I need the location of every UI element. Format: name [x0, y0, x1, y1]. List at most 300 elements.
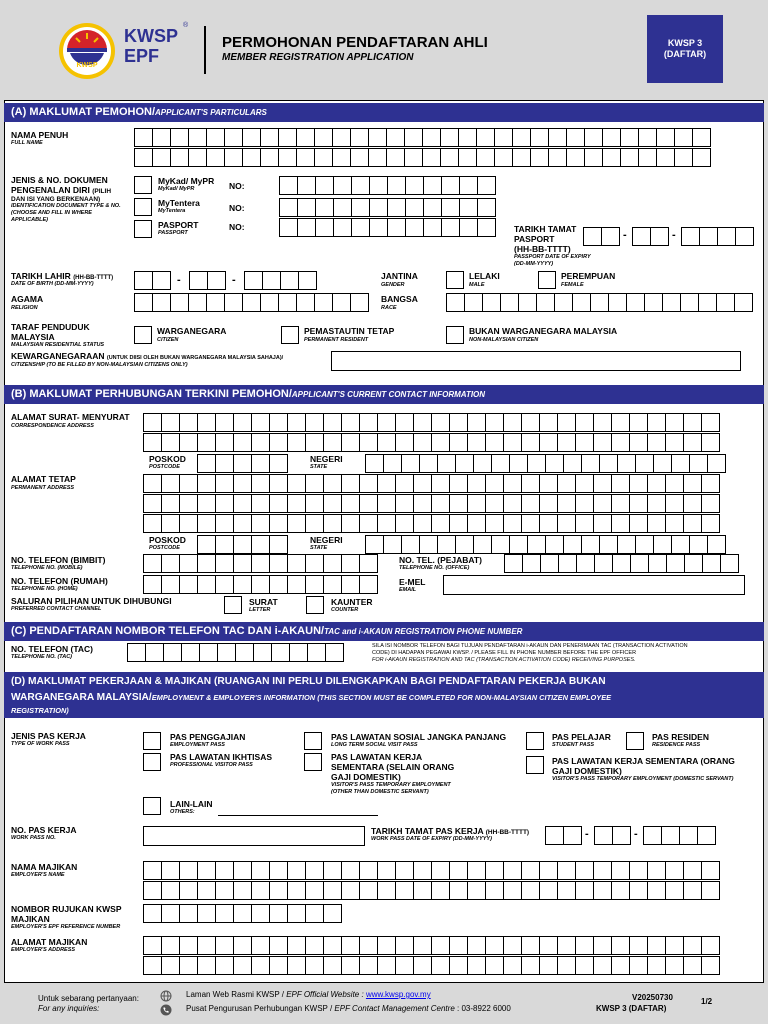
input-cell[interactable] — [395, 956, 414, 975]
input-cell[interactable] — [671, 535, 690, 554]
input-cell[interactable] — [644, 293, 663, 312]
input-cell[interactable] — [233, 554, 252, 573]
input-cell[interactable] — [215, 881, 234, 900]
input-cell[interactable] — [617, 535, 636, 554]
input-cell[interactable] — [431, 413, 450, 432]
input-cell[interactable] — [441, 176, 460, 195]
input-cell[interactable] — [287, 554, 306, 573]
input-cell[interactable] — [134, 271, 153, 290]
input-cell[interactable] — [341, 554, 360, 573]
input-cell[interactable] — [215, 474, 234, 493]
input-cell[interactable] — [683, 881, 702, 900]
alamat-majikan-grid-1[interactable] — [143, 936, 719, 955]
input-cell[interactable] — [413, 413, 432, 432]
mytentera-checkbox[interactable] — [134, 198, 152, 216]
input-cell[interactable] — [674, 148, 693, 167]
input-cell[interactable] — [611, 881, 630, 900]
input-cell[interactable] — [161, 554, 180, 573]
input-cell[interactable] — [611, 494, 630, 513]
input-cell[interactable] — [152, 128, 171, 147]
input-cell[interactable] — [323, 474, 342, 493]
input-cell[interactable] — [539, 433, 558, 452]
lahir-dd[interactable] — [134, 271, 170, 290]
input-cell[interactable] — [287, 861, 306, 880]
input-cell[interactable] — [485, 433, 504, 452]
input-cell[interactable] — [287, 936, 306, 955]
negeri-grid[interactable] — [365, 454, 725, 473]
input-cell[interactable] — [395, 881, 414, 900]
input-cell[interactable] — [431, 433, 450, 452]
nama-grid-2[interactable] — [134, 148, 710, 167]
input-cell[interactable] — [477, 198, 496, 217]
input-cell[interactable] — [521, 956, 540, 975]
input-cell[interactable] — [278, 128, 297, 147]
input-cell[interactable] — [377, 861, 396, 880]
input-cell[interactable] — [206, 148, 225, 167]
input-cell[interactable] — [683, 861, 702, 880]
input-cell[interactable] — [233, 575, 252, 594]
input-cell[interactable] — [485, 514, 504, 533]
input-cell[interactable] — [351, 176, 370, 195]
input-cell[interactable] — [503, 956, 522, 975]
input-cell[interactable] — [413, 936, 432, 955]
warganegara-checkbox[interactable] — [134, 326, 152, 344]
input-cell[interactable] — [287, 881, 306, 900]
input-cell[interactable] — [233, 494, 252, 513]
input-cell[interactable] — [647, 861, 666, 880]
input-cell[interactable] — [701, 474, 720, 493]
input-cell[interactable] — [557, 881, 576, 900]
input-cell[interactable] — [359, 554, 378, 573]
input-cell[interactable] — [413, 474, 432, 493]
input-cell[interactable] — [323, 904, 342, 923]
input-cell[interactable] — [593, 936, 612, 955]
input-cell[interactable] — [197, 881, 216, 900]
input-cell[interactable] — [575, 413, 594, 432]
input-cell[interactable] — [611, 474, 630, 493]
input-cell[interactable] — [449, 936, 468, 955]
input-cell[interactable] — [413, 861, 432, 880]
input-cell[interactable] — [359, 936, 378, 955]
input-cell[interactable] — [368, 128, 387, 147]
input-cell[interactable] — [199, 643, 218, 662]
poskod-grid[interactable] — [197, 454, 287, 473]
input-cell[interactable] — [269, 413, 288, 432]
input-cell[interactable] — [431, 474, 450, 493]
input-cell[interactable] — [197, 514, 216, 533]
input-cell[interactable] — [152, 148, 171, 167]
input-cell[interactable] — [350, 148, 369, 167]
input-cell[interactable] — [296, 128, 315, 147]
input-cell[interactable] — [341, 861, 360, 880]
input-cell[interactable] — [701, 861, 720, 880]
input-cell[interactable] — [305, 904, 324, 923]
input-cell[interactable] — [449, 413, 468, 432]
input-cell[interactable] — [305, 433, 324, 452]
input-cell[interactable] — [305, 413, 324, 432]
input-cell[interactable] — [333, 198, 352, 217]
input-cell[interactable] — [557, 433, 576, 452]
input-cell[interactable] — [143, 575, 162, 594]
input-cell[interactable] — [161, 881, 180, 900]
input-cell[interactable] — [590, 293, 609, 312]
input-cell[interactable] — [503, 936, 522, 955]
input-cell[interactable] — [593, 956, 612, 975]
input-cell[interactable] — [197, 454, 216, 473]
alamat-tetap-grid-1[interactable] — [143, 474, 719, 493]
input-cell[interactable] — [540, 554, 559, 573]
input-cell[interactable] — [449, 881, 468, 900]
input-cell[interactable] — [611, 956, 630, 975]
input-cell[interactable] — [683, 413, 702, 432]
input-cell[interactable] — [698, 293, 717, 312]
input-cell[interactable] — [271, 643, 290, 662]
nama-majikan-grid-2[interactable] — [143, 881, 719, 900]
input-cell[interactable] — [143, 413, 162, 432]
input-cell[interactable] — [684, 554, 703, 573]
input-cell[interactable] — [635, 535, 654, 554]
input-cell[interactable] — [643, 826, 662, 845]
input-cell[interactable] — [656, 128, 675, 147]
input-cell[interactable] — [563, 454, 582, 473]
input-cell[interactable] — [305, 956, 324, 975]
poskod-tetap-grid[interactable] — [197, 535, 287, 554]
input-cell[interactable] — [188, 293, 207, 312]
input-cell[interactable] — [494, 148, 513, 167]
input-cell[interactable] — [431, 956, 450, 975]
mytentera-no-grid[interactable] — [279, 198, 495, 217]
input-cell[interactable] — [557, 494, 576, 513]
input-cell[interactable] — [395, 474, 414, 493]
input-cell[interactable] — [179, 881, 198, 900]
input-cell[interactable] — [251, 474, 270, 493]
input-cell[interactable] — [635, 454, 654, 473]
input-cell[interactable] — [269, 514, 288, 533]
input-cell[interactable] — [163, 643, 182, 662]
input-cell[interactable] — [594, 826, 613, 845]
input-cell[interactable] — [404, 128, 423, 147]
input-cell[interactable] — [413, 514, 432, 533]
input-cell[interactable] — [512, 148, 531, 167]
input-cell[interactable] — [653, 454, 672, 473]
input-cell[interactable] — [626, 293, 645, 312]
input-cell[interactable] — [689, 535, 708, 554]
input-cell[interactable] — [315, 198, 334, 217]
input-cell[interactable] — [287, 575, 306, 594]
pas-ikhtisas-checkbox[interactable] — [143, 753, 161, 771]
input-cell[interactable] — [323, 514, 342, 533]
input-cell[interactable] — [650, 227, 669, 246]
input-cell[interactable] — [680, 293, 699, 312]
input-cell[interactable] — [666, 554, 685, 573]
input-cell[interactable] — [702, 554, 721, 573]
input-cell[interactable] — [521, 494, 540, 513]
input-cell[interactable] — [522, 554, 541, 573]
input-cell[interactable] — [485, 861, 504, 880]
input-cell[interactable] — [527, 535, 546, 554]
input-cell[interactable] — [459, 198, 478, 217]
alamat-tetap-grid-3[interactable] — [143, 514, 719, 533]
input-cell[interactable] — [305, 514, 324, 533]
input-cell[interactable] — [215, 454, 234, 473]
input-cell[interactable] — [692, 128, 711, 147]
input-cell[interactable] — [260, 293, 279, 312]
input-cell[interactable] — [251, 454, 270, 473]
input-cell[interactable] — [665, 413, 684, 432]
input-cell[interactable] — [548, 148, 567, 167]
input-cell[interactable] — [197, 904, 216, 923]
input-cell[interactable] — [323, 881, 342, 900]
input-cell[interactable] — [647, 433, 666, 452]
input-cell[interactable] — [539, 514, 558, 533]
bukan-warganegara-checkbox[interactable] — [446, 326, 464, 344]
input-cell[interactable] — [197, 554, 216, 573]
input-cell[interactable] — [323, 433, 342, 452]
tamat-pas-mm[interactable] — [594, 826, 630, 845]
lelaki-checkbox[interactable] — [446, 271, 464, 289]
input-cell[interactable] — [665, 861, 684, 880]
input-cell[interactable] — [332, 148, 351, 167]
input-cell[interactable] — [143, 881, 162, 900]
input-cell[interactable] — [170, 148, 189, 167]
pas-domestik-checkbox[interactable] — [526, 756, 544, 774]
input-cell[interactable] — [583, 227, 602, 246]
input-cell[interactable] — [581, 535, 600, 554]
input-cell[interactable] — [467, 861, 486, 880]
input-cell[interactable] — [152, 293, 171, 312]
input-cell[interactable] — [575, 881, 594, 900]
input-cell[interactable] — [143, 936, 162, 955]
input-cell[interactable] — [683, 514, 702, 533]
input-cell[interactable] — [197, 861, 216, 880]
input-cell[interactable] — [145, 643, 164, 662]
input-cell[interactable] — [431, 861, 450, 880]
input-cell[interactable] — [197, 936, 216, 955]
input-cell[interactable] — [369, 218, 388, 237]
input-cell[interactable] — [387, 218, 406, 237]
input-cell[interactable] — [242, 293, 261, 312]
kewarganegaraan-input[interactable] — [331, 351, 741, 371]
input-cell[interactable] — [377, 514, 396, 533]
agama-grid[interactable] — [134, 293, 368, 312]
input-cell[interactable] — [503, 494, 522, 513]
input-cell[interactable] — [437, 535, 456, 554]
input-cell[interactable] — [467, 494, 486, 513]
pas-penggajian-checkbox[interactable] — [143, 732, 161, 750]
input-cell[interactable] — [539, 474, 558, 493]
input-cell[interactable] — [717, 227, 736, 246]
input-cell[interactable] — [629, 861, 648, 880]
input-cell[interactable] — [612, 554, 631, 573]
input-cell[interactable] — [679, 826, 698, 845]
input-cell[interactable] — [539, 936, 558, 955]
input-cell[interactable] — [665, 956, 684, 975]
input-cell[interactable] — [233, 474, 252, 493]
input-cell[interactable] — [575, 514, 594, 533]
input-cell[interactable] — [251, 413, 270, 432]
input-cell[interactable] — [674, 128, 693, 147]
pas-residen-checkbox[interactable] — [626, 732, 644, 750]
input-cell[interactable] — [305, 881, 324, 900]
input-cell[interactable] — [143, 494, 162, 513]
input-cell[interactable] — [395, 514, 414, 533]
input-cell[interactable] — [161, 904, 180, 923]
input-cell[interactable] — [455, 535, 474, 554]
input-cell[interactable] — [341, 956, 360, 975]
input-cell[interactable] — [572, 293, 591, 312]
input-cell[interactable] — [512, 128, 531, 147]
input-cell[interactable] — [441, 198, 460, 217]
input-cell[interactable] — [545, 454, 564, 473]
input-cell[interactable] — [536, 293, 555, 312]
input-cell[interactable] — [269, 535, 288, 554]
input-cell[interactable] — [143, 433, 162, 452]
input-cell[interactable] — [632, 227, 651, 246]
input-cell[interactable] — [233, 956, 252, 975]
input-cell[interactable] — [297, 218, 316, 237]
input-cell[interactable] — [665, 494, 684, 513]
input-cell[interactable] — [179, 936, 198, 955]
input-cell[interactable] — [143, 474, 162, 493]
input-cell[interactable] — [584, 148, 603, 167]
pemastautin-checkbox[interactable] — [281, 326, 299, 344]
input-cell[interactable] — [224, 128, 243, 147]
input-cell[interactable] — [449, 514, 468, 533]
input-cell[interactable] — [377, 936, 396, 955]
lahir-mm[interactable] — [189, 271, 225, 290]
input-cell[interactable] — [440, 148, 459, 167]
input-cell[interactable] — [134, 148, 153, 167]
input-cell[interactable] — [620, 128, 639, 147]
input-cell[interactable] — [251, 956, 270, 975]
input-cell[interactable] — [359, 575, 378, 594]
input-cell[interactable] — [161, 474, 180, 493]
input-cell[interactable] — [179, 413, 198, 432]
input-cell[interactable] — [260, 148, 279, 167]
input-cell[interactable] — [197, 575, 216, 594]
input-cell[interactable] — [611, 433, 630, 452]
input-cell[interactable] — [161, 514, 180, 533]
input-cell[interactable] — [134, 293, 153, 312]
input-cell[interactable] — [431, 936, 450, 955]
input-cell[interactable] — [545, 826, 564, 845]
input-cell[interactable] — [413, 881, 432, 900]
input-cell[interactable] — [539, 956, 558, 975]
input-cell[interactable] — [423, 218, 442, 237]
input-cell[interactable] — [683, 956, 702, 975]
input-cell[interactable] — [278, 148, 297, 167]
input-cell[interactable] — [197, 535, 216, 554]
input-cell[interactable] — [251, 881, 270, 900]
footer-url[interactable]: www.kwsp.gov.my — [365, 990, 431, 999]
input-cell[interactable] — [545, 535, 564, 554]
input-cell[interactable] — [377, 474, 396, 493]
input-cell[interactable] — [716, 293, 735, 312]
input-cell[interactable] — [305, 575, 324, 594]
pejabat-grid[interactable] — [504, 554, 738, 573]
input-cell[interactable] — [459, 218, 478, 237]
input-cell[interactable] — [602, 128, 621, 147]
input-cell[interactable] — [287, 413, 306, 432]
input-cell[interactable] — [215, 494, 234, 513]
tamat-pasport-yyyy[interactable] — [681, 227, 753, 246]
input-cell[interactable] — [269, 494, 288, 513]
input-cell[interactable] — [365, 535, 384, 554]
input-cell[interactable] — [539, 861, 558, 880]
nama-majikan-grid-1[interactable] — [143, 861, 719, 880]
input-cell[interactable] — [557, 413, 576, 432]
input-cell[interactable] — [197, 494, 216, 513]
input-cell[interactable] — [127, 643, 146, 662]
input-cell[interactable] — [323, 956, 342, 975]
input-cell[interactable] — [566, 148, 585, 167]
input-cell[interactable] — [269, 474, 288, 493]
input-cell[interactable] — [665, 433, 684, 452]
input-cell[interactable] — [341, 413, 360, 432]
input-cell[interactable] — [611, 413, 630, 432]
input-cell[interactable] — [459, 176, 478, 195]
lain-lain-input-line[interactable] — [218, 815, 378, 816]
input-cell[interactable] — [269, 575, 288, 594]
input-cell[interactable] — [279, 218, 298, 237]
input-cell[interactable] — [251, 535, 270, 554]
input-cell[interactable] — [323, 413, 342, 432]
input-cell[interactable] — [383, 535, 402, 554]
input-cell[interactable] — [401, 454, 420, 473]
input-cell[interactable] — [707, 454, 726, 473]
alamat-surat-grid-1[interactable] — [143, 413, 719, 432]
input-cell[interactable] — [224, 148, 243, 167]
input-cell[interactable] — [557, 514, 576, 533]
input-cell[interactable] — [161, 494, 180, 513]
input-cell[interactable] — [662, 293, 681, 312]
input-cell[interactable] — [188, 128, 207, 147]
input-cell[interactable] — [467, 936, 486, 955]
input-cell[interactable] — [599, 535, 618, 554]
input-cell[interactable] — [305, 861, 324, 880]
input-cell[interactable] — [689, 454, 708, 473]
input-cell[interactable] — [323, 494, 342, 513]
input-cell[interactable] — [251, 433, 270, 452]
input-cell[interactable] — [575, 494, 594, 513]
mykad-no-grid[interactable] — [279, 176, 495, 195]
input-cell[interactable] — [189, 271, 208, 290]
pas-sosial-checkbox[interactable] — [304, 732, 322, 750]
input-cell[interactable] — [467, 956, 486, 975]
input-cell[interactable] — [224, 293, 243, 312]
input-cell[interactable] — [333, 176, 352, 195]
input-cell[interactable] — [581, 454, 600, 473]
input-cell[interactable] — [395, 413, 414, 432]
pas-pelajar-checkbox[interactable] — [526, 732, 544, 750]
input-cell[interactable] — [341, 575, 360, 594]
alamat-majikan-grid-2[interactable] — [143, 956, 719, 975]
input-cell[interactable] — [467, 881, 486, 900]
input-cell[interactable] — [629, 474, 648, 493]
input-cell[interactable] — [215, 904, 234, 923]
input-cell[interactable] — [269, 956, 288, 975]
input-cell[interactable] — [297, 176, 316, 195]
input-cell[interactable] — [437, 454, 456, 473]
input-cell[interactable] — [557, 936, 576, 955]
kaunter-checkbox[interactable] — [306, 596, 324, 614]
input-cell[interactable] — [315, 218, 334, 237]
input-cell[interactable] — [665, 936, 684, 955]
input-cell[interactable] — [647, 936, 666, 955]
input-cell[interactable] — [315, 176, 334, 195]
input-cell[interactable] — [305, 474, 324, 493]
input-cell[interactable] — [215, 554, 234, 573]
